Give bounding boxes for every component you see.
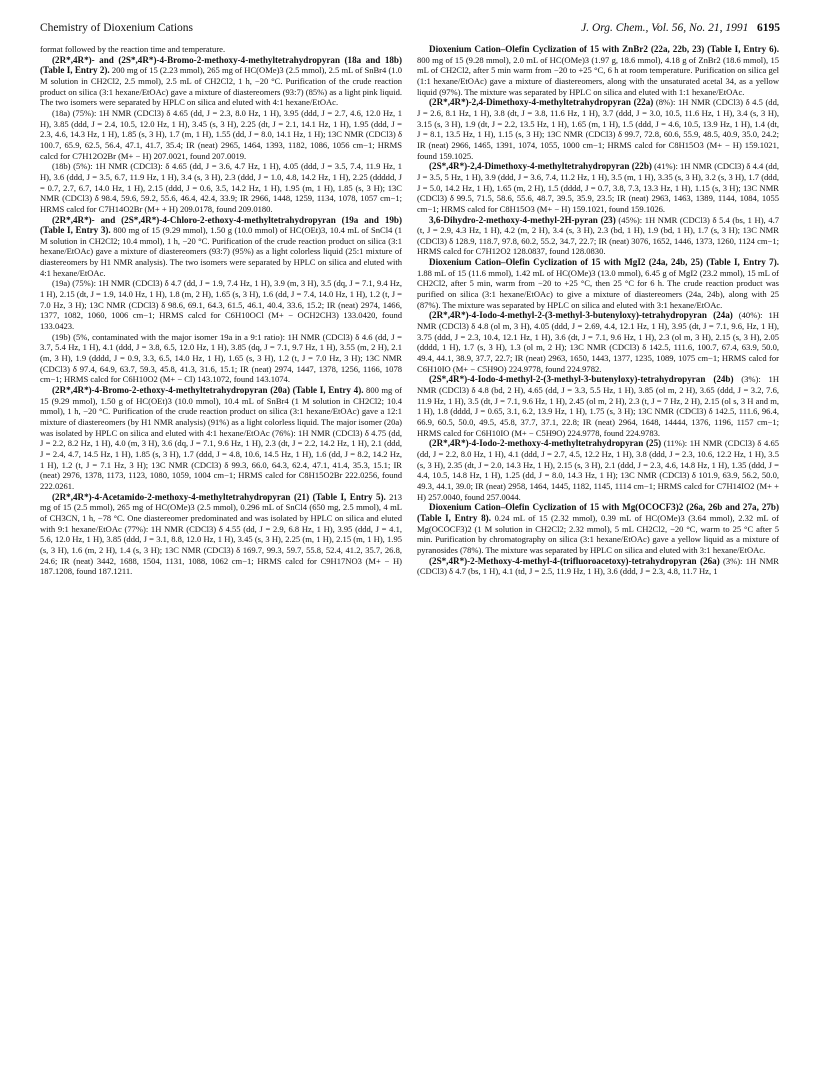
paragraph-text: (18b) (5%): 1H NMR (CDCl3): δ 4.65 (dd, J = 3.6, 4.7 Hz, 1 H), 4.05 (ddd, J = 3.5, 7.4, 11.9 Hz, 1 H), 3.6 (ddd, J = 3.5, 6.7, 11.9 Hz, 1 H), 3.4 (s, 3 H), 2.3 (ddd, J = 1.0, 4.8, 14.2 Hz, 1 H), 2.25 (ddddd, J = 0.7, 2.7, 6.7, 14.0 Hz, 1 H), 2.15 (ddd, J = 0.6, 3.5, 14.2 Hz, 1 H), 1.95 (m, 1 H), 1.85 (s, 3 H); 13C NMR (CDCl3) δ 98.4, 59.6, 59.2, 55.6, 46.4, 42.4, 33.9; IR 2966, 1448, 1259, 1134, 1078, 1057 cm−1; HRMS calcd for C7H14O2Br (M+ + H) 209.0178, found 209.0180. — [40, 161, 402, 214]
section-heading: Dioxenium Cation–Olefin Cyclization of 15 with MgI2 (24a, 24b, 25) (Table I, Entry 7). — [429, 257, 779, 268]
paragraph-text: (45%): 1H NMR (CDCl3) δ 5.4 (bs, 1 H), 4.7 (t, J = 2.9, 4.3 Hz, 1 H), 4.2 (m, 2 H), 3.4 (s, 3 H), 2.3 (bd, 1 H), 1.9 (bd, 1 H), 1.7 (s, 3 H); 13C NMR (CDCl3) δ 128.9, 118.7, 97.8, 60.2, 55.2, 34.7, 22.7; IR (neat) 3076, 1652, 1446, 1373, 1260, 1124 cm−1; HRMS calcd for C7H12O2 128.0837, found 128.0830. — [417, 214, 779, 257]
left-column — [40, 44, 402, 1058]
page-header — [40, 18, 780, 38]
section-heading: (2R*,4R*)- and (2S*,4R*)-4-Bromo-2-methoxy-4-methyltetrahydropyran (18a and 18b) (Table I, Entry 2). — [40, 54, 402, 76]
paragraph-text: (19a) (75%): 1H NMR (CDCl3) δ 4.7 (dd, J = 1.9, 7.4 Hz, 1 H), 3.9 (m, 3 H), 3.5 (dq, J = 7.1, 9.4 Hz, 1 H), 2.15 (dt, J = 1.9, 14.0 Hz, 1 H), 1.8 (m, 2 H), 1.65 (s, 3 H), 1.6 (dd, J = 7.4, 14.0 Hz, 1 H), 1.2 (t, J = 7.0 Hz, 3 H); 13C NMR (CDCl3) δ 98.6, 69.1, 64.3, 61.5, 46.1, 40.4, 33.6, 15.2; IR (neat) 2974, 1466, 1377, 1082, 1060, 1006 cm−1; HRMS calcd for C6H10OCl (M+ − OCH2CH3) 133.0420, found 133.0423. — [40, 278, 402, 332]
section-heading: (2R*,4R*)-4-Acetamido-2-methoxy-4-methyltetrahydropyran (21) (Table I, Entry 5). — [52, 491, 386, 502]
paragraph-text: 0.24 mL of 15 (2.32 mmol), 0.39 mL of HC(OMe)3 (3.64 mmol), 2.32 mL of Mg(OCOCF3)2 (1 M solution in CH2Cl2; 2.32 mmol), 5 mL CH2Cl2, −20 °C, warm to 25 °C after 5 min. Purification by chromatography on silica (3:1 hexane/EtOAc) gave a yellow liquid as a mixture of pyranosides (78%). The mixture was separated by HPLC on silica and eluted with 3:1 hexane/EtOAc. — [417, 512, 779, 555]
paragraph-text: (3%): 1H NMR (CDCl3) δ 4.7 (bs, 1 H), 4.1 (td, J = 2.5, 11.9 Hz, 1 H), 3.6 (ddd, J = 2.3, 4.8, 11.7 Hz, 1 — [417, 555, 779, 577]
section-heading: (2S*,4R*)-4-Iodo-4-methyl-2-(3-methyl-3-butenyloxy)-tetrahydropyran (24b) — [429, 374, 734, 385]
paragraph — [40, 44, 402, 55]
paragraph — [40, 492, 402, 577]
paragraph — [40, 55, 402, 108]
section-heading: (2S*,4R*)-2-Methoxy-4-methyl-4-(trifluoroacetoxy)-tetrahydropyran (26a) — [429, 555, 720, 566]
paragraph — [40, 215, 402, 279]
paragraph — [40, 108, 402, 161]
paragraph — [417, 257, 779, 310]
paragraph — [40, 385, 402, 492]
paragraph-text: format followed by the reaction time and temperature. — [40, 44, 226, 54]
paragraph — [40, 161, 402, 214]
paragraph-text: (41%): 1H NMR (CDCl3) δ 4.4 (dd, J = 3.5, 5 Hz, 1 H), 3.9 (ddd, J = 3.6, 7.4, 11.2 Hz, 1 H), 3.5 (m, 1 H), 3.35 (s, 3 H), 3.2 (s, 3 H), 1.7 (ddd, J = 5.0, 14.2 Hz, 1 H), 1.65 (m, 2 H), 1.5 (dddd, J = 0.7, 3.8, 7.3, 13.3 Hz, 1 H), 1.15 (s, 3 H); 13C NMR (CDCl3) δ 99.5, 71.5, 58.6, 55.6, 48.7, 39.5, 35.9, 23.5; IR (neat) 2963, 1463, 1389, 1144, 1084, 1055 cm−1; HRMS calcd for C8H15O3 (M+ − H) 159.1021, found 159.1026. — [417, 161, 779, 214]
paragraph — [417, 310, 779, 374]
section-heading: (2R*,4R*)-4-Iodo-4-methyl-2-(3-methyl-3-butenyloxy)-tetrahydropyran (24a) — [429, 310, 733, 321]
paragraph — [417, 556, 779, 577]
paragraph-text: 200 mg of 15 (2.23 mmol), 265 mg of HC(OMe)3 (2.5 mmol), 2.5 mL of SnBr4 (1.0 M solution in CH2Cl2, 2.5 mmol), 2.5 mL of CH2Cl2, 1 h, −20 °C. Purification of the crude reaction product on silica (3:1 hexane/EtOAc) gave a mixture of diastereomers (93:7) (85%) as a light pink liquid. The two isomers were separated by HPLC on silica and eluted with 4:1 hexane/EtOAc. — [40, 65, 402, 108]
running-title: Chemistry of Dioxenium Cations — [40, 22, 194, 34]
section-heading: Dioxenium Cation–Olefin Cyclization of 15 with Mg(OCOCF3)2 (26a, 26b and 27a, 27b) (Table I, Entry 8). — [417, 502, 779, 523]
page-number: 6195 — [757, 22, 780, 34]
paragraph — [417, 374, 779, 438]
section-heading: (2S*,4R*)-2,4-Dimethoxy-4-methyltetrahydropyran (22b) — [429, 161, 652, 172]
journal-reference: J. Org. Chem., Vol. 56, No. 21, 1991 — [581, 22, 749, 34]
paragraph-text: (3%): 1H NMR (CDCl3) δ 4.8 (bd, 2 H), 4.65 (dd, J = 3.3, 5.5 Hz, 1 H), 3.85 (ol m, 2 H), 3.65 (ddd, J = 3.2, 7.6, 11.9 Hz, 1 H), 3.5 (dt, J = 7.1, 9.6 Hz, 1 H), 2.45 (ol m, 2 H), 2.3 (t, J = 7 Hz, 2 H), 2.15 (ol s, 3 H and m, 1 H), 1.8 (dddd, J = 0.65, 3.1, 6.2, 13.9 Hz, 1 H), 1.75 (s, 3 H); 13C NMR (CDCl3) δ 142.5, 111.6, 96.4, 66.9, 60.5, 50.0, 49.5, 45.8, 37.7, 37.1, 22.8; IR (neat) 2964, 1648, 14444, 1376, 1196, 1157 cm−1; HRMS calcd for C6H10IO (M+ − C5H9O) 224.9778, found 224.9783. — [417, 374, 779, 438]
paragraph — [40, 278, 402, 331]
section-heading: (2R*,4R*)-4-Iodo-2-methoxy-4-methyltetrahydropyran (25) — [429, 438, 662, 449]
paragraph-text: (8%): 1H NMR (CDCl3) δ 4.5 (dd, J = 2.6, 8.1 Hz, 1 H), 3.8 (dt, J = 3.8, 11.6 Hz, 1 H), 3.7 (ddd, J = 3.0, 10.5, 11.6 Hz, 1 H), 3.4 (s, 3 H), 3.15 (s, 3 H), 1.9 (dt, J = 2.2, 13.5 Hz, 1 H), 1.65 (m, 1 H), 1.5 (ddd, J = 4.6, 10.5, 13.9 Hz, 1 H), 1.4 (dt, J = 8.1, 13.5 Hz, 1 H), 1.15 (s, 3 H); 13C NMR (CDCl3) δ 99.7, 72.8, 60.6, 55.9, 48.5, 40.9, 35.0, 24.2; IR (neat) 2966, 1465, 1391, 1074, 1055, 1000 cm−1; HRMS calcd for C8H15O3 (M+ − H) 159.1021, found 159.1025. — [417, 97, 779, 161]
journal-citation — [581, 18, 780, 38]
paragraph-text: (18a) (75%): 1H NMR (CDCl3) δ 4.65 (dd, J = 2.3, 8.0 Hz, 1 H), 3.95 (ddd, J = 2.7, 4.6, 12.0 Hz, 1 H), 3.85 (ddd, J = 2.4, 10.5, 12.0 Hz, 1 H), 3.45 (s, 3 H), 2.25 (dt, J = 2.1, 14.1 Hz, 1 H), 1.95 (ddd, J = 2.3, 4.6, 14.3 Hz, 1 H), 1.85 (s, 3 H), 1.7 (m, 1 H), 1.55 (dd, J = 8.0, 14.1 Hz, 1 H); 13C NMR (CDCl3) δ 100.7, 65.9, 62.5, 56.4, 47.1, 41.7, 35.4; IR (neat) 2965, 1464, 1393, 1182, 1086, 1056 cm−1; HRMS calcd for C7H12O2Br (M+ − H) 207.0021, found 207.0019. — [40, 107, 402, 161]
paragraph-text: (19b) (5%, contaminated with the major isomer 19a in a 9:1 ratio): 1H NMR (CDCl3) δ 4.6 (dd, J = 3.7, 5.4 Hz, 1 H), 4.1 (ddd, J = 3.8, 6.5, 12.0 Hz, 1 H), 3.85 (dq, J = 7.1, 9.7 Hz, 1 H), 3.55 (m, 2 H), 2.1 (m, 3 H), 1.9 (dddd, J = 0.9, 3.3, 6.5, 14.0 Hz, 1 H), 1.65 (s, 3 H), 1.2 (t, J = 7.0 Hz, 3 H); 13C NMR (CDCl3) δ 97.4, 64.9, 63.7, 59.3, 45.8, 41.3, 31.6, 15.1; IR (neat) 2974, 1447, 1378, 1256, 1166, 1078 cm−1; HRMS calcd for C6H10O2 (M+ − Cl) 143.1072, found 143.1074. — [40, 331, 402, 385]
paragraph-text: 800 mg of 15 (9.29 mmol), 1.50 g of HC(OEt)3 (10.0 mmol), 10.4 mL of SnBr4 (1 M solution in CH2Cl2; 10.4 mmol), 1 h, −20 °C. Purification of the crude reaction product on silica (3:1 hexane/EtOAc) gave a 12:1 mixture of diastereomers (by H1 NMR analysis) (91%) as a light colorless liquid. The major isomer (20a) was isolated by HPLC on silica and eluted with 4:1 hexane/EtOAc (76%): 1H NMR (CDCl3) δ 4.75 (dd, J = 2.2, 8.2 Hz, 1 H), 4.0 (m, 3 H), 3.6 (dq, J = 7.1, 9.6 Hz, 1 H), 2.3 (dt, J = 2.2, 14.2 Hz, 1 H), 2.1 (ddd, J = 2.4, 4.7, 14.5 Hz, 1 H), 1.85 (s, 3 H), 1.7 (ddd, J = 4.8, 10.6, 14.5 Hz, 1 H), 1.6 (dd, J = 8.2, 14.2 Hz, 1 H), 1.2 (t, J = 7.1 Hz, 3 H); 13C NMR (CDCl3) δ 99.3, 66.0, 64.3, 62.4, 47.1, 41.4, 35.3, 15.1; IR (neat) 2976, 1378, 1173, 1123, 1080, 1059, 1004 cm−1; HRMS calcd for C8H15O2Br 222.0256, found 222.0261. — [40, 385, 402, 491]
section-heading: 3,6-Dihydro-2-methoxy-4-methyl-2H-pyran (23) — [429, 214, 616, 225]
paragraph-text: 1.88 mL of 15 (11.6 mmol), 1.42 mL of HC(OMe)3 (13.0 mmol), 6.45 g of MgI2 (23.2 mmol), 15 mL of CH2Cl2, after 5 min, warm from −20 to +25 °C, then 25 °C for 6 h. The crude reaction product was purified on silica (3:1 hexane/EtOAc) to give a mixture of diastereomers (24a, 24b), along with 25 (87%). The mixture was separated by HPLC on silica and eluted with 3:1 hexane/EtOAc. — [417, 267, 779, 310]
section-heading: (2R*,4R*)-2,4-Dimethoxy-4-methyltetrahydropyran (22a) — [429, 97, 654, 108]
paragraph — [417, 161, 779, 214]
section-heading: (2R*,4R*)-4-Bromo-2-ethoxy-4-methyltetrahydropyran (20a) (Table I, Entry 4). — [52, 385, 364, 395]
paragraph — [417, 215, 779, 258]
paragraph-text: 800 mg of 15 (9.29 mmol), 1.50 g (10.0 mmol) of HC(OEt)3, 10.4 mL of SnCl4 (1 M solution in CH2Cl2; 10.4 mmol), 1 h, −20 °C. Purification of the crude reaction product on silica (3:1 hexane/EtOAc) gave a mixture of diastereomers (93:7) (95%) as a light colorless liquid (25:1 mixture of diastereomers by H1 NMR analysis). The two isomers were separated by HPLC on silica and eluted with 4:1 hexane/EtOAc. — [40, 225, 402, 278]
paragraph — [417, 44, 779, 97]
paragraph-text: 800 mg of 15 (9.28 mmol), 2.0 mL of HC(OMe)3 (1.97 g, 18.6 mmol), 4.18 g of ZnBr2 (18.6 mmol), 15 mL of CH2Cl2, after 5 min warm from −20 to +25 °C, 6 h at room temperature. Purification on silica gel (1:1 hexane/EtOAc) gave a mixture of diastereomers, along with the unsaturated acetal 34, as a yellow liquid (97%). The mixture was separated by HPLC on silica and eluted with 1:1 hexane/EtOAc. — [417, 54, 779, 97]
paragraph-text: 213 mg of 15 (2.5 mmol), 265 mg of HC(OMe)3 (2.5 mmol), 0.296 mL of SnCl4 (650 mg, 2.5 mmol), 4 mL of CH3CN, 1 h, −78 °C. One diastereomer predominated and was isolated by HPLC on silica and eluted with 9:1 hexane/EtOAc (77%): 1H NMR (CDCl3) δ 4.55 (dd, J = 2.9, 6.8 Hz, 1 H), 3.95 (ddd, J = 4.1, 5.6, 12.0 Hz, 1 H), 3.85 (ddd, J = 3.1, 8.8, 12.0 Hz, 1 H), 3.45 (s, 3 H), 2.25 (m, 1 H), 2.15 (m, 1 H), 1.95 (s, 3 H), 1.6 (m, 2 H), 1.4 (s, 3 H); 13C NMR (CDCl3) δ 169.7, 99.3, 59.7, 55.8, 52.4, 41.2, 35.7, 26.8, 24.6; IR (neat) 3442, 1688, 1504, 1131, 1088, 1062 cm−1; HRMS calcd for C9H17NO3 (M+ − H) 187.1208, found 187.1211. — [40, 491, 402, 577]
section-heading: (2R*,4R*)- and (2S*,4R*)-4-Chloro-2-ethoxy-4-methyltetrahydropyran (19a and 19b) (Table I, Entry 3). — [40, 214, 402, 236]
paragraph — [40, 332, 402, 385]
right-column — [417, 44, 779, 1058]
section-heading: Dioxenium Cation–Olefin Cyclization of 15 with ZnBr2 (22a, 22b, 23) (Table I, Entry 6). — [429, 44, 779, 54]
paragraph-text: (11%): 1H NMR (CDCl3) δ 4.65 (dd, J = 2.2, 8.0 Hz, 1 H), 4.1 (ddd, J = 2.7, 4.5, 12.2 Hz, 1 H), 3.8 (ddd, J = 2.3, 10.6, 12.2 Hz, 1 H), 3.5 (s, 3 H), 2.35 (dt, J = 2.0, 14.3 Hz, 1 H), 2.15 (s, 3 H), 2.1 (ddd, J = 2.3, 4.6, 14.8 Hz, 1 H), 1.35 (ddd, J = 4.4, 10.5, 14.8 Hz, 1 H), 1.25 (dd, J = 8.0, 14.3 Hz, 1 H); 13C NMR (CDCl3) δ 101.9, 63.9, 56.2, 50.0, 49.3, 44.1, 39.0; IR (neat) 2958, 1464, 1445, 1182, 1145, 1114 cm−1; HRMS calcd for C7H14IO2 (M+ + H) 257.0040, found 257.0044. — [417, 438, 779, 502]
paragraph — [417, 97, 779, 161]
paragraph — [417, 502, 779, 555]
paragraph — [417, 438, 779, 502]
paragraph-text: (40%): 1H NMR (CDCl3) δ 4.8 (ol m, 3 H), 4.05 (ddd, J = 2.69, 4.4, 12.1 Hz, 1 H), 3.95 (dt, J = 7.1, 9.6, Hz, 1 H), 3.75 (ddd, J = 2.3, 10.4, 12.1 Hz, 1 H), 3.6 (dt, J = 7.1, 9.6 Hz, 1 H), 2.3 (ol m, 3 H), 2.15 (s, 3 H), 2.05 (dddd, 1 H), 1.7 (s, 3 H), 1.3 (ol m, 2 H); 13C NMR (CDCl3) δ 142.5, 111.6, 100.7, 67.4, 63.9, 50.0, 49.4, 44.1, 38.9, 37.7, 22.7; IR (neat) 2963, 1650, 1443, 1377, 1235, 1089, 1075 cm−1; HRMS calcd for C6H10IO (M+ − C5H9O) 224.9778, found 224.9782. — [417, 310, 779, 374]
